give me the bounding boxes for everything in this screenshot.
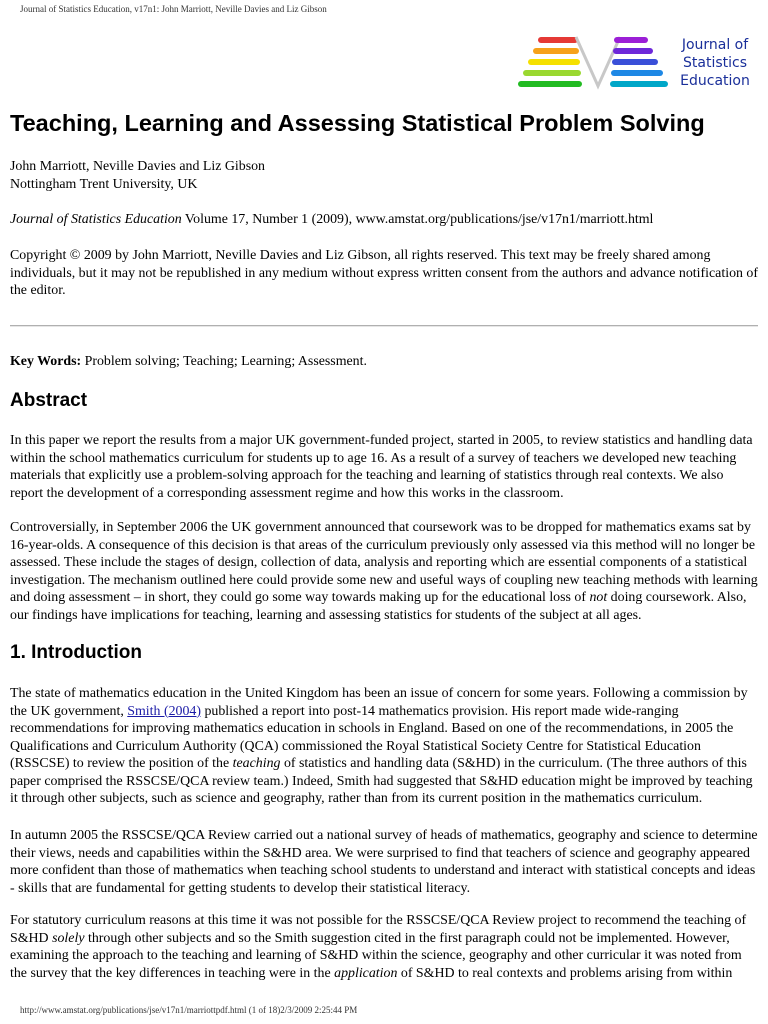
logo-right-stripes <box>610 37 668 87</box>
article-title: Teaching, Learning and Assessing Statistical Problem Solving <box>10 110 705 136</box>
logo-stripe <box>533 48 579 54</box>
author-names: John Marriott, Neville Davies and Liz Gibson <box>10 159 265 174</box>
logo-line: Journal of <box>681 37 749 53</box>
copyright-notice: Copyright © 2009 by John Marriott, Neville Davies and Liz Gibson, all rights reserved. This text may be freely shared among individuals, but it may not be republished in any medium without express written consent from the authors and advance notification of the editor. <box>10 248 758 298</box>
abstract-paragraph-2 <box>10 519 758 624</box>
emphasis: solely <box>52 930 85 946</box>
page-footer-url: http://www.amstat.org/publications/jse/v17n1/marriottpdf.html (1 of 18)2/3/2009 2:25:44 PM <box>20 1005 358 1015</box>
keywords-label: Key Words: <box>10 354 82 369</box>
logo-stripe <box>528 59 580 65</box>
logo-stripe <box>610 81 668 87</box>
logo-stripe <box>538 37 578 43</box>
reference-link-smith-2004[interactable]: Smith (2004) <box>127 703 201 719</box>
logo-stripe <box>613 48 653 54</box>
text-run: published a report into post-14 mathematics provision. His report made wide-ranging recommendations for improving mathematics education in schools in England. Based on one of the recommendations, in 2005 the Qualifications and Curriculum Authority (QCA) commissioned the Royal Statistical Society Centre for Statistical Education (RSSCSE) to review the position of the <box>10 703 734 771</box>
keywords-line <box>10 353 758 371</box>
introduction-paragraph-2: In autumn 2005 the RSSCSE/QCA Review carried out a national survey of heads of mathematics, geography and science to determine their views, needs and capabilities within the S&HD area. We were surprised to find that teachers of science and geography appeared more confident than those of mathematics when teaching school students to understand and interact with statistical concepts and ideas - skills that are fundamental for getting students to develop their statistical literacy. <box>10 828 758 896</box>
journal-name: Journal of Statistics Education <box>10 212 182 227</box>
logo-stripe <box>523 70 581 76</box>
logo-stripe <box>612 59 658 65</box>
text-run: doing coursework. Also, our findings have implications for teaching, learning and assessing statistics for students of the subject at all ages. <box>10 590 747 623</box>
text-run: For statutory curriculum reasons at this time it was not possible for the RSSCSE/QCA Review project to recommend the teaching of S&HD <box>10 913 747 946</box>
abstract-paragraph-1: In this paper we report the results from a major UK government-funded project, started in 2005, to review statistics and handling data within the school mathematics curriculum for students up to age 16. As a result of a survey of teachers we developed new teaching materials that explicitly use a problem-solving approach for the teaching and learning of statistics through real contexts. We also report the development of a corresponding assessment regime and how this works in the classroom. <box>10 433 753 501</box>
introduction-paragraph-3 <box>10 912 758 982</box>
introduction-heading: 1. Introduction <box>10 642 142 663</box>
logo-line: Education <box>680 73 750 89</box>
logo-line: Statistics <box>683 55 747 71</box>
logo-wordmark <box>670 36 760 90</box>
logo-stripe <box>614 37 648 43</box>
text-run: of S&HD to real contexts and problems arising from within <box>397 965 733 981</box>
logo-left-stripes <box>518 37 582 87</box>
citation-line <box>10 211 758 229</box>
emphasis: not <box>589 590 608 605</box>
abstract-heading: Abstract <box>10 390 88 411</box>
text-run: of statistics and handling data (S&HD) in the curriculum. (The three authors of this paper comprised the RSSCSE/QCA review team.) Indeed, Smith had suggested that S&HD education might be improved by teaching it through other subjects, such as science and geography, rather than from its current position in the mathematics curriculum. <box>10 756 753 806</box>
logo-stripe <box>518 81 582 87</box>
logo-stripe <box>611 70 663 76</box>
author-block <box>10 158 758 193</box>
text-run: The state of mathematics education in the United Kingdom has been an issue of concern for some years. Following a commission by the UK government, <box>10 686 748 719</box>
text-run: through other subjects and so the Smith suggestion cited in the first paragraph could not be implemented. However, examining the approach to the teaching and learning of S&HD within the science, geography and other curricular it was noted from the survey that the key differences in teaching were in the <box>10 930 742 981</box>
running-header: Journal of Statistics Education, v17n1: John Marriott, Neville Davies and Liz Gibson <box>20 4 327 14</box>
horizontal-rule <box>10 325 758 327</box>
keywords-text: Problem solving; Teaching; Learning; Assessment. <box>81 354 367 369</box>
emphasis: teaching <box>232 756 281 771</box>
citation-details: Volume 17, Number 1 (2009), www.amstat.org/publications/jse/v17n1/marriott.html <box>181 212 654 227</box>
text-run: Controversially, in September 2006 the UK government announced that coursework was to be dropped for mathematics exams sat by 16-year-olds. A consequence of this decision is that areas of the curriculum previously only assessed via this method will no longer be assessed. These include the stages of design, collection of data, analysis and reporting which are essential components of a statistical investigation. The mechanism outlined here could provide some new and useful ways of coupling new teaching methods with learning and doing assessment – in short, they could go some way towards making up for the educational loss of <box>10 520 758 605</box>
author-affiliation: Nottingham Trent University, UK <box>10 176 198 192</box>
emphasis: application <box>334 965 398 981</box>
introduction-paragraph-1 <box>10 685 758 808</box>
